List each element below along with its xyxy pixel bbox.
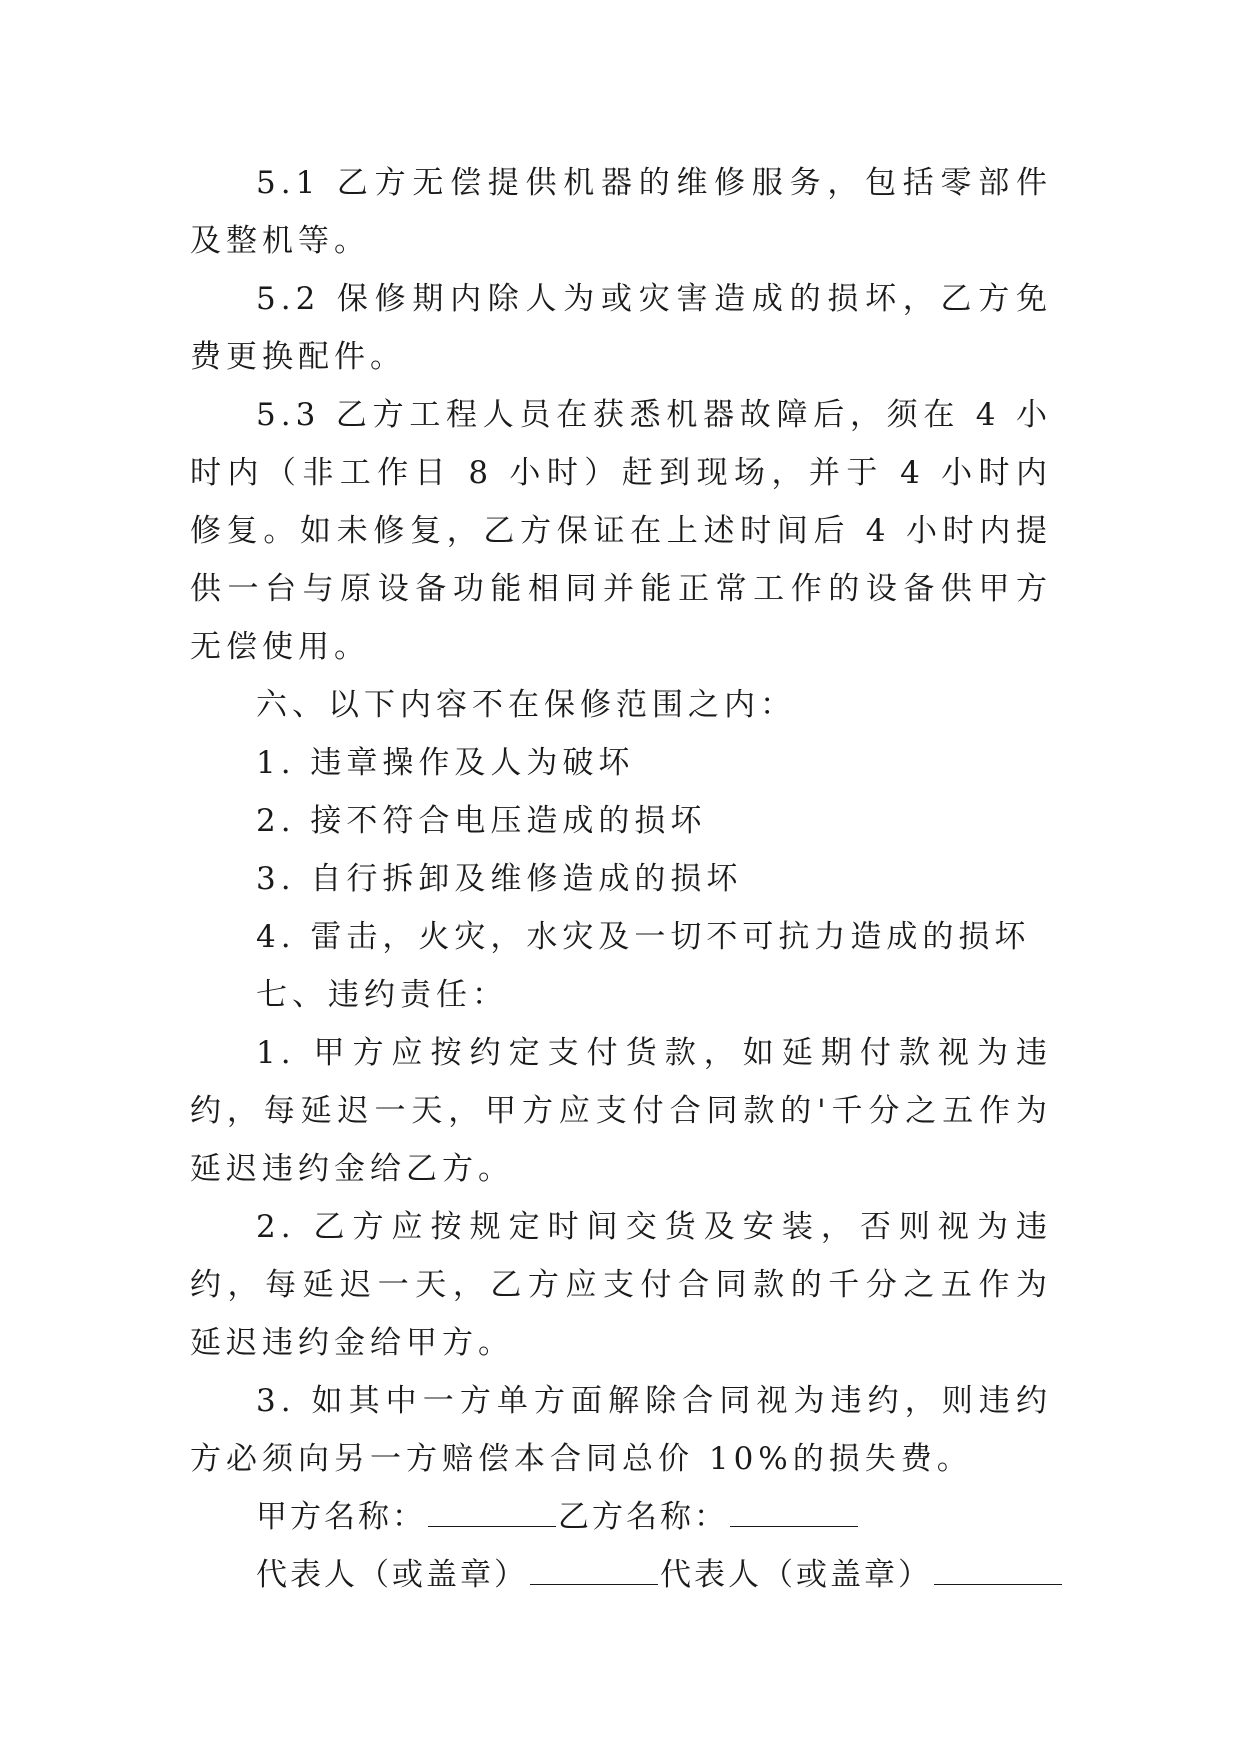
- party-a-name-blank: [428, 1496, 556, 1527]
- party-a-rep-label: 代表人（或盖章）: [256, 1557, 528, 1593]
- liability-item-1: 1. 甲方应按约定支付货款，如延期付款视为违约，每延迟一天，甲方应支付合同款的'千分之五作为延迟违约金给乙方。: [190, 1035, 1052, 1187]
- exclusion-item-2: 2. 接不符合电压造成的损坏: [256, 803, 707, 839]
- party-b-rep-label: 代表人（或盖章）: [660, 1557, 932, 1593]
- signature-rep-line: [190, 1546, 1052, 1604]
- exclusion-item-3: 3. 自行拆卸及维修造成的损坏: [256, 861, 743, 897]
- signature-name-line: [190, 1488, 1052, 1546]
- clause-5-3: 5.3 乙方工程人员在获悉机器故障后，须在 4 小时内（非工作日 8 小时）赶到现场，并于 4 小时内修复。如未修复，乙方保证在上述时间后 4 小时内提供一台与原设备功能相同并能正常工作的设备供甲方无偿使用。: [190, 397, 1052, 665]
- exclusion-item-4: 4. 雷击，火灾，水灾及一切不可抗力造成的损坏: [256, 919, 1031, 955]
- clause-5-2: 5.2 保修期内除人为或灾害造成的损坏，乙方免费更换配件。: [190, 281, 1052, 375]
- liability-item-3: 3. 如其中一方单方面解除合同视为违约，则违约方必须向另一方赔偿本合同总价 10%的损失费。: [190, 1383, 1052, 1477]
- party-a-rep-blank: [530, 1554, 658, 1585]
- party-b-name-blank: [730, 1496, 858, 1527]
- clause-5-1: 5.1 乙方无偿提供机器的维修服务，包括零部件及整机等。: [190, 165, 1052, 259]
- section-6-heading: 六、以下内容不在保修范围之内：: [256, 687, 796, 723]
- exclusion-item-1: 1. 违章操作及人为破坏: [256, 745, 635, 781]
- party-a-name-label: 甲方名称：: [256, 1499, 426, 1535]
- section-7-heading: 七、违约责任：: [256, 977, 508, 1013]
- liability-item-2: 2. 乙方应按规定时间交货及安装，否则视为违约，每延迟一天，乙方应支付合同款的千分之五作为延迟违约金给甲方。: [190, 1209, 1052, 1361]
- party-b-rep-blank: [934, 1554, 1062, 1585]
- party-b-name-label: 乙方名称：: [558, 1499, 728, 1535]
- document-body: [190, 154, 1052, 1604]
